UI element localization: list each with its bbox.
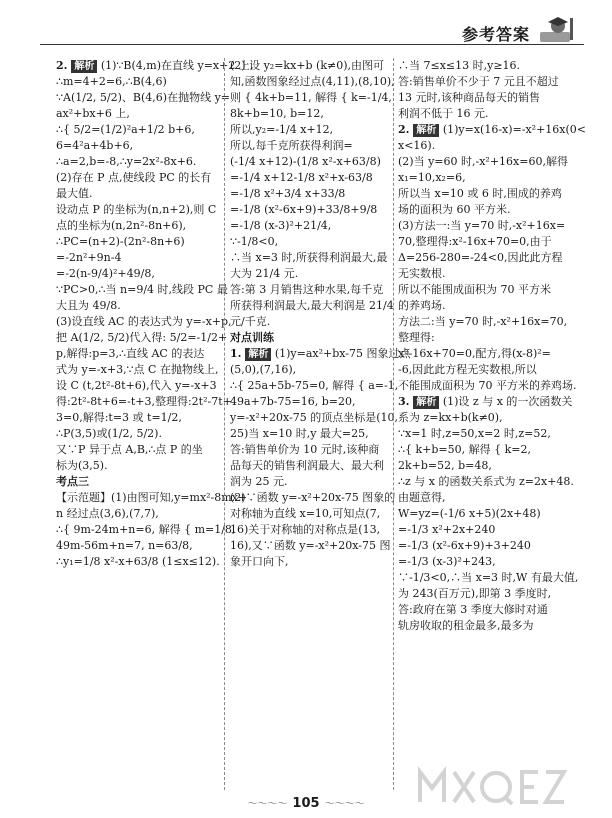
text-line: ∴z 与 x 的函数关系式为 z=2x+48. (398, 475, 574, 488)
text-line (56, 58, 254, 74)
text-line: ∵A(1/2, 5/2)、B(4,6)在抛物线 y= (56, 91, 231, 104)
text-line: 2k+b=52, b=48, (398, 459, 492, 472)
text-line (398, 394, 573, 410)
text-line: 49a+7b-75=16, b=20, (230, 395, 356, 408)
text-line: 点的坐标为(n,2n²-8n+6), (56, 219, 187, 232)
column-divider (393, 58, 394, 790)
text-line (398, 122, 587, 138)
text-line: ∴{ 9m-24m+n=6, 解得 { m=1/8, (56, 523, 236, 536)
header-rule (40, 44, 584, 45)
column-divider (224, 58, 225, 790)
text-line: -6,因此此方程无实数根,所以 (398, 363, 537, 376)
text-line: =-1/3 (x²-6x+9)+3+240 (398, 539, 531, 552)
text-line: 系为 z=kx+b(k≠0), (398, 411, 503, 424)
text-line: =-1/4 x+12-1/8 x²+x-63/8 (230, 171, 373, 184)
text-line: (-1/4 x+12)-(1/8 x²-x+63/8) (230, 155, 381, 168)
text-line: (2)存在 P 点,使线段 PC 的长有 (56, 171, 212, 184)
column-middle (230, 58, 411, 570)
text-line: 润为 25 元. (230, 475, 288, 488)
text-line: ∴当 x=3 时,所获得利润最大,最 (230, 251, 388, 264)
question-number: 2. (56, 59, 72, 72)
text-line: 式为 y=-x+3,∵点 C 在抛物线上, (56, 363, 219, 376)
text-line: ∵PC>0,∴当 n=9/4 时,线段 PC 最 (56, 283, 228, 296)
text-line: ∴{ 5/2=(1/2)²a+1/2 b+6, (56, 123, 195, 136)
text-line: p,解得:p=3,∴直线 AC 的表达 (56, 347, 205, 360)
text-line: (2) 设 y₂=kx+b (k≠0),由图可 (230, 59, 384, 72)
text-line: 所以当 x=10 或 6 时,围成的养鸡 (398, 187, 562, 200)
text-line: 70,整理得:x²-16x+70=0,由于 (398, 235, 552, 248)
header-title: 参考答案 (461, 25, 530, 44)
analysis-tag: 解析 (413, 396, 439, 409)
text-line: 得:2t²-8t+6=-t+3,整理得:2t²-7t+ (56, 395, 232, 408)
text-line: 13 元时,该种商品每天的销售 (398, 91, 540, 104)
text-line: =-1/3 (x-3)²+243, (398, 555, 496, 568)
section-heading: 对点训练 (230, 331, 274, 344)
text-line: ∴PC=(n+2)-(2n²-8n+6) (56, 235, 185, 248)
text-line: 场的面积为 60 平方米. (398, 203, 511, 216)
text-line: =-2(n-9/4)²+49/8, (56, 267, 155, 280)
text-line: 标为(3,5). (56, 459, 108, 472)
page-header (0, 0, 612, 52)
text-line: ∴y₁=1/8 x²-x+63/8 (1≤x≤12). (56, 555, 220, 568)
text-line: x₁=10,x₂=6, (398, 171, 466, 184)
text-line: (3)设直线 AC 的表达式为 y=-x+p, (56, 315, 232, 328)
text-line: 的养鸡场. (398, 299, 446, 312)
text-line: =-1/8 (x²-6x+9)+33/8+9/8 (230, 203, 378, 216)
text-line: 8k+b=10, b=12, (230, 107, 324, 120)
text-line: 则 { 4k+b=11, 解得 { k=-1/4, (230, 91, 392, 104)
line-text: (1)y=ax²+bx-75 图象过点 (271, 347, 411, 360)
text-line: 元/千克. (230, 315, 271, 328)
text-line: 所以,每千克所获得利润= (230, 139, 353, 152)
text-line: 把 A(1/2, 5/2)代入得: 5/2=-1/2+ (56, 331, 228, 344)
text-line: (2)∵函数 y=-x²+20x-75 图象的 (230, 491, 396, 504)
page-number: 105 (292, 796, 320, 811)
text-line: ∴P(3,5)或(1/2, 5/2). (56, 427, 162, 440)
analysis-tag: 解析 (71, 60, 97, 73)
watermark-logo (414, 758, 584, 810)
text-line: 16)关于对称轴的对称点是(13, (230, 523, 381, 536)
text-line: ∵-1/3<0,∴当 x=3 时,W 有最大值, (398, 571, 579, 584)
text-line: 所以不能围成面积为 70 平方米 (398, 283, 551, 296)
text-line: 答:销售单价不少于 7 元且不超过 (398, 75, 559, 88)
text-line: ∵x=1 时,z=50,x=2 时,z=52, (398, 427, 551, 440)
text-line: 品每天的销售利润最大、最大利 (230, 459, 384, 472)
text-line: (5,0),(7,16), (230, 363, 297, 376)
text-line: 大为 21/4 元. (230, 267, 299, 280)
text-line: 16),又∵函数 y=-x²+20x-75 图 (230, 539, 391, 552)
text-line: x<16). (398, 139, 436, 152)
text-line: ∴{ k+b=50, 解得 { k=2, (398, 443, 531, 456)
text-line: 大且为 49/8. (56, 299, 121, 312)
section-heading: 考点三 (56, 475, 89, 488)
text-line: =-1/8 x²+3/4 x+33/8 (230, 187, 346, 200)
text-line: ∴当 7≤x≤13 时,y≥16. (398, 59, 521, 72)
text-line: 无实数根. (398, 267, 446, 280)
text-line: W=yz=(-1/6 x+5)(2x+48) (398, 507, 541, 520)
column-right (398, 58, 587, 634)
text-line: ∴m=4+2=6,∴B(4,6) (56, 75, 167, 88)
text-line: =-1/3 x²+2x+240 (398, 523, 496, 536)
scholar-icon (538, 14, 578, 44)
text-line: (3)方法一:当 y=70 时,-x²+16x= (398, 219, 566, 232)
text-line: 答:销售单价为 10 元时,该种商 (230, 443, 380, 456)
text-line: 25)当 x=10 时,y 最大=25, (230, 427, 369, 440)
footer-ornament-left: 〜〜〜〜 (247, 799, 288, 810)
text-line: =-2n²+9n-4 (56, 251, 122, 264)
text-line: 所以,y₂=-1/4 x+12, (230, 123, 334, 136)
text-line: =-1/8 (x-3)²+21/4, (230, 219, 332, 232)
analysis-tag: 解析 (245, 348, 271, 361)
text-line: y=-x²+20x-75 的顶点坐标是(10, (230, 411, 398, 424)
line-text: (1)y=x(16-x)=-x²+16x(0< (439, 123, 587, 136)
text-line: 知,函数图象经过点(4,11),(8,10), (230, 75, 395, 88)
text-line: 设 C (t,2t²-8t+6),代入 y=-x+3 (56, 379, 217, 392)
text-line: 利润不低于 16 元. (398, 107, 489, 120)
text-line: 设动点 P 的坐标为(n,n+2),则 C (56, 203, 217, 216)
text-line (230, 346, 411, 362)
text-line: Δ=256-280=-24<0,因此此方程 (398, 251, 563, 264)
footer-ornament-right: 〜〜〜〜 (324, 799, 365, 810)
text-line: 象开口向下, (230, 555, 289, 568)
text-line: 不能围成面积为 70 平方米的养鸡场. (398, 379, 577, 392)
text-line: 为 243(百万元),即第 3 季度时, (398, 587, 552, 600)
text-line: x²-16x+70=0,配方,得(x-8)²= (398, 347, 551, 360)
text-line: 答:第 3 月销售这种水果,每千克 (230, 283, 384, 296)
text-line: 整理得: (398, 331, 435, 344)
text-line: 所获得利润最大,最大利润是 21/4 (230, 299, 394, 312)
text-line: 由题意得, (398, 491, 446, 504)
question-number: 3. (398, 395, 414, 408)
line-text: (1)设 z 与 x 的一次函数关 (439, 395, 573, 408)
text-line: ax²+bx+6 上, (56, 107, 130, 120)
text-line: 3=0,解得:t=3 或 t=1/2, (56, 411, 182, 424)
text-line: ∵-1/8<0, (230, 235, 279, 248)
line-text: (1)∵B(4,m)在直线 y=x+2 上, (97, 59, 254, 72)
text-line: 方法二:当 y=70 时,-x²+16x=70, (398, 315, 568, 328)
text-line: ∴{ 25a+5b-75=0, 解得 { a=-1, (230, 379, 399, 392)
text-line: (2)当 y=60 时,-x²+16x=60,解得 (398, 155, 568, 168)
text-line: 轨房收取的租金最多,最多为 (398, 619, 534, 632)
question-number: 2. (398, 123, 414, 136)
text-line: 【示范题】(1)由图可知,y=mx²-8mx+ (56, 491, 248, 504)
text-line: 49m-56m+n=7, n=63/8, (56, 539, 193, 552)
analysis-tag: 解析 (413, 124, 439, 137)
text-line: 最大值. (56, 187, 93, 200)
text-line: 6=4²a+4b+6, (56, 139, 134, 152)
text-line: ∴a=2,b=-8,∴y=2x²-8x+6. (56, 155, 197, 168)
text-line: 又∵P 异于点 A,B,∴点 P 的坐 (56, 443, 203, 456)
text-line: 答:政府在第 3 季度大修时对通 (398, 603, 548, 616)
question-number: 1. (230, 347, 246, 360)
text-line: n 经过点(3,6),(7,7), (56, 507, 159, 520)
text-line: 对称轴为直线 x=10,可知点(7, (230, 507, 381, 520)
